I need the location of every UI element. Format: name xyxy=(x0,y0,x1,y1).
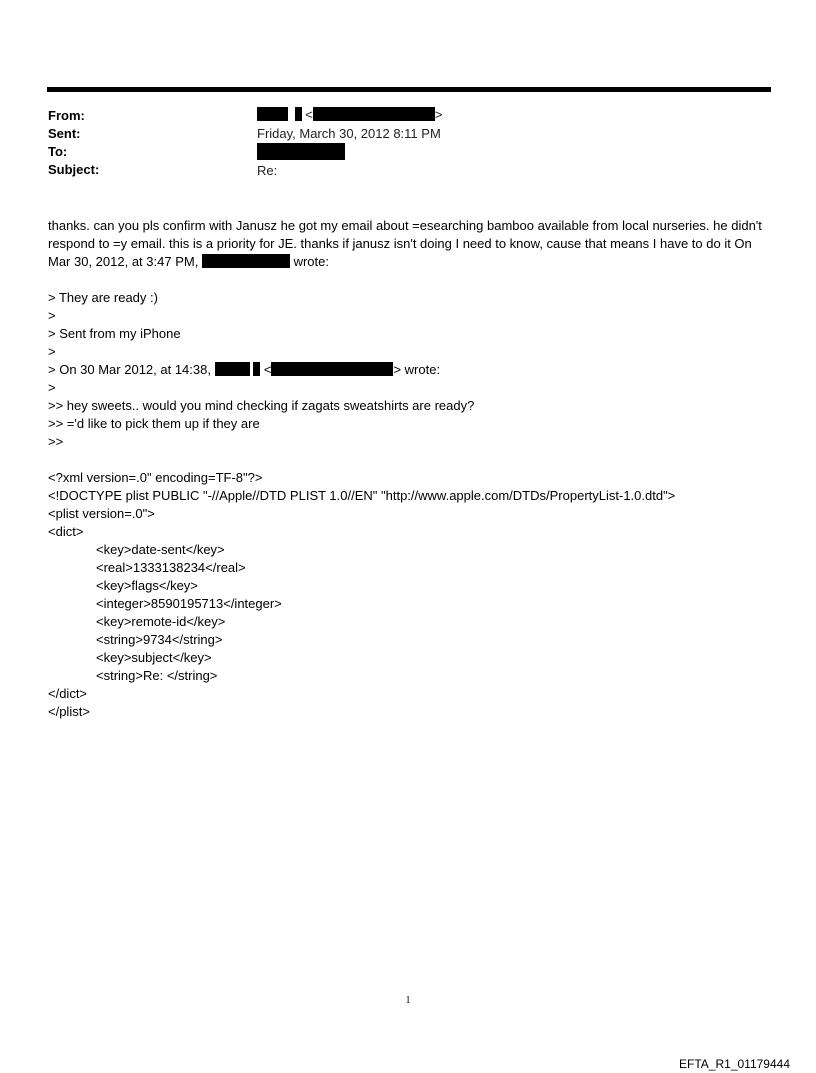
redaction-box xyxy=(313,107,435,121)
sent-value: Friday, March 30, 2012 8:11 PM xyxy=(257,126,441,141)
from-label: From: xyxy=(48,108,85,123)
quoted-text: > wrote: xyxy=(393,362,441,377)
email-body xyxy=(48,217,772,721)
subject-label: Subject: xyxy=(48,162,100,177)
document-id: EFTA_R1_01179444 xyxy=(679,1057,790,1071)
redaction-box xyxy=(257,143,345,160)
body-text: thanks. can you pls confirm with Janusz he got my email about =esearching bamboo available from local nurseries. he didn't respond to =y email. this is a priority for JE. thanks if janusz isn't doing I need to know, cause that means I have to do it On Mar 30, 2012, at 3:47 PM, xyxy=(48,218,762,269)
redaction-box xyxy=(253,362,260,376)
plist-line: <?xml version=.0" encoding=TF-8"?> xyxy=(48,470,263,485)
quoted-line: > They are ready :) xyxy=(48,290,158,305)
plist-line: <real>1333138234</real> xyxy=(96,560,246,575)
redaction-box xyxy=(257,107,288,121)
plist-line: <plist version=.0"> xyxy=(48,506,155,521)
plist-line: <string>9734</string> xyxy=(96,632,223,647)
redaction-box xyxy=(202,254,290,268)
plist-line: <key>date-sent</key> xyxy=(96,542,225,557)
body-paragraph xyxy=(48,217,772,271)
plist-line: <key>remote-id</key> xyxy=(96,614,226,629)
body-text: wrote: xyxy=(293,254,329,269)
quoted-line xyxy=(48,361,772,379)
to-value xyxy=(257,143,345,161)
quoted-line: > xyxy=(48,308,56,323)
page-number: 1 xyxy=(405,995,411,1006)
redaction-box xyxy=(271,362,393,376)
plist-line: </plist> xyxy=(48,704,90,719)
quoted-line: > xyxy=(48,380,56,395)
plist-line: <string>Re: </string> xyxy=(96,668,218,683)
plist-line: </dict> xyxy=(48,686,88,701)
to-label: To: xyxy=(48,144,68,159)
from-value xyxy=(257,107,442,122)
from-email-open: < xyxy=(305,107,313,122)
plist-line: <key>subject</key> xyxy=(96,650,212,665)
sent-label: Sent: xyxy=(48,126,81,141)
redaction-box xyxy=(295,107,302,121)
quoted-line: > xyxy=(48,344,56,359)
quoted-line: > Sent from my iPhone xyxy=(48,326,181,341)
plist-line: <dict> xyxy=(48,524,84,539)
from-email-close: > xyxy=(434,107,443,122)
plist-line: <!DOCTYPE plist PUBLIC "-//Apple//DTD PLIST 1.0//EN" "http://www.apple.com/DTDs/PropertyList-1.0.dtd"> xyxy=(48,488,676,503)
quoted-line: >> ='d like to pick them up if they are xyxy=(48,416,260,431)
quoted-line: >> xyxy=(48,434,64,449)
plist-line: <key>flags</key> xyxy=(96,578,198,593)
header-rule xyxy=(47,87,771,92)
quoted-line: >> hey sweets.. would you mind checking if zagats sweatshirts are ready? xyxy=(48,398,475,413)
redaction-box xyxy=(215,362,250,376)
plist-line: <integer>8590195713</integer> xyxy=(96,596,282,611)
quoted-text: > On 30 Mar 2012, at 14:38, xyxy=(48,362,211,377)
subject-value: Re: xyxy=(257,163,278,178)
quoted-text: < xyxy=(263,362,272,377)
